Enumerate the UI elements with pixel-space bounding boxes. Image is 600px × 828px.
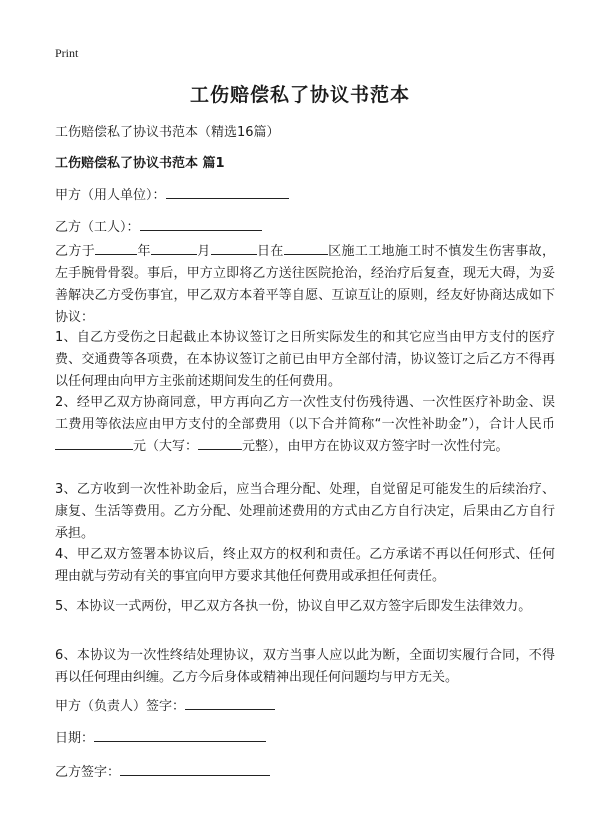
- sign-party-a-line: [55, 695, 275, 714]
- date-line: [55, 727, 266, 746]
- clause-5: 5、本协议一式两份，甲乙双方各执一份，协议自甲乙双方签字后即发生法律效力。: [55, 599, 532, 614]
- clause-3: 3、乙方收到一次性补助金后，应当合理分配、处理，自觉留足可能发生的后续治疗、康复、生活等费用。乙方分配、处理前述费用的方式由乙方自行决定，后果由乙方自行承担。: [55, 482, 555, 541]
- print-link[interactable]: Print: [55, 46, 79, 60]
- clause-1: 1、自乙方受伤之日起截止本协议签订之日所实际发生的和其它应当由甲方支付的医疗费、交通费等各项费，在本协议签订之前已由甲方全部付清，协议签订之后乙方不得再以任何理由向甲方主张前述期间发生的任何费用。: [55, 330, 555, 389]
- sign-party-b-label: 乙方签字：: [55, 765, 121, 780]
- clause-6: 6、本协议为一次性终结处理协议，双方当事人应以此为断，全面切实履行合同，不得再以任何理由纠缠。乙方今后身体或精神出现任何问题均与甲方无关。: [55, 648, 555, 685]
- clause-2-amount-blank: [55, 437, 133, 450]
- date-blank: [94, 728, 266, 742]
- clause-2-text-3: 元整），由甲方在协议双方签字时一次性付完。: [242, 439, 509, 454]
- intro-paragraph: [55, 241, 555, 329]
- intro-year-label: 年: [137, 244, 151, 259]
- intro-text-1: 乙方于: [55, 244, 96, 259]
- party-b-label: 乙方（工人）：: [55, 220, 140, 235]
- party-a-line: [55, 184, 289, 203]
- sign-party-a-blank: [185, 696, 275, 710]
- document-subtitle: 工伤赔偿私了协议书范本（精选16篇）: [55, 125, 280, 140]
- intro-month-label: 月: [196, 244, 211, 259]
- clause-2-text-2: 元（大写：: [133, 439, 199, 454]
- intro-blank-day: [211, 242, 257, 255]
- sign-party-b-blank: [120, 762, 270, 776]
- party-a-label: 甲方（用人单位）：: [55, 188, 166, 203]
- party-b-blank: [140, 217, 262, 231]
- intro-text-2: 区施工工地施工时不慎发生伤害事故，左手腕骨骨裂。事后，甲方立即将乙方送往医院抢治，经治疗后复查，现无大碍，为妥善解决乙方受伤事宜，甲乙双方本着平等自愿、互谅互让的原则，经友好协商达成如下协议：: [55, 244, 555, 325]
- sign-party-a-label: 甲方（负责人）签字：: [55, 699, 186, 714]
- party-a-blank: [166, 185, 289, 199]
- intro-day-label: 日在: [256, 244, 284, 259]
- section-heading: 工伤赔偿私了协议书范本 篇1: [55, 156, 225, 171]
- intro-blank-district: [284, 242, 328, 255]
- sign-party-b-line: [55, 761, 270, 780]
- party-b-line: [55, 216, 262, 235]
- intro-blank-place: [95, 242, 137, 255]
- clause-2-text-1: 2、经甲乙双方协商同意，甲方再向乙方一次性支付伤残待遇、一次性医疗补助金、误工费用等依法应由甲方支付的全部费用（以下合并简称“一次性补助金”），合计人民币: [55, 395, 555, 432]
- document-title: 工伤赔偿私了协议书范本: [189, 84, 410, 106]
- clause-2: [55, 392, 555, 458]
- clause-2-amount-words-blank: [198, 437, 242, 450]
- date-label: 日期：: [55, 731, 95, 746]
- intro-blank-month: [151, 242, 197, 255]
- clause-4: 4、甲乙双方签署本协议后，终止双方的权利和责任。乙方承诺不再以任何形式、任何理由就与劳动有关的事宜向甲方要求其他任何费用或承担任何责任。: [55, 547, 555, 584]
